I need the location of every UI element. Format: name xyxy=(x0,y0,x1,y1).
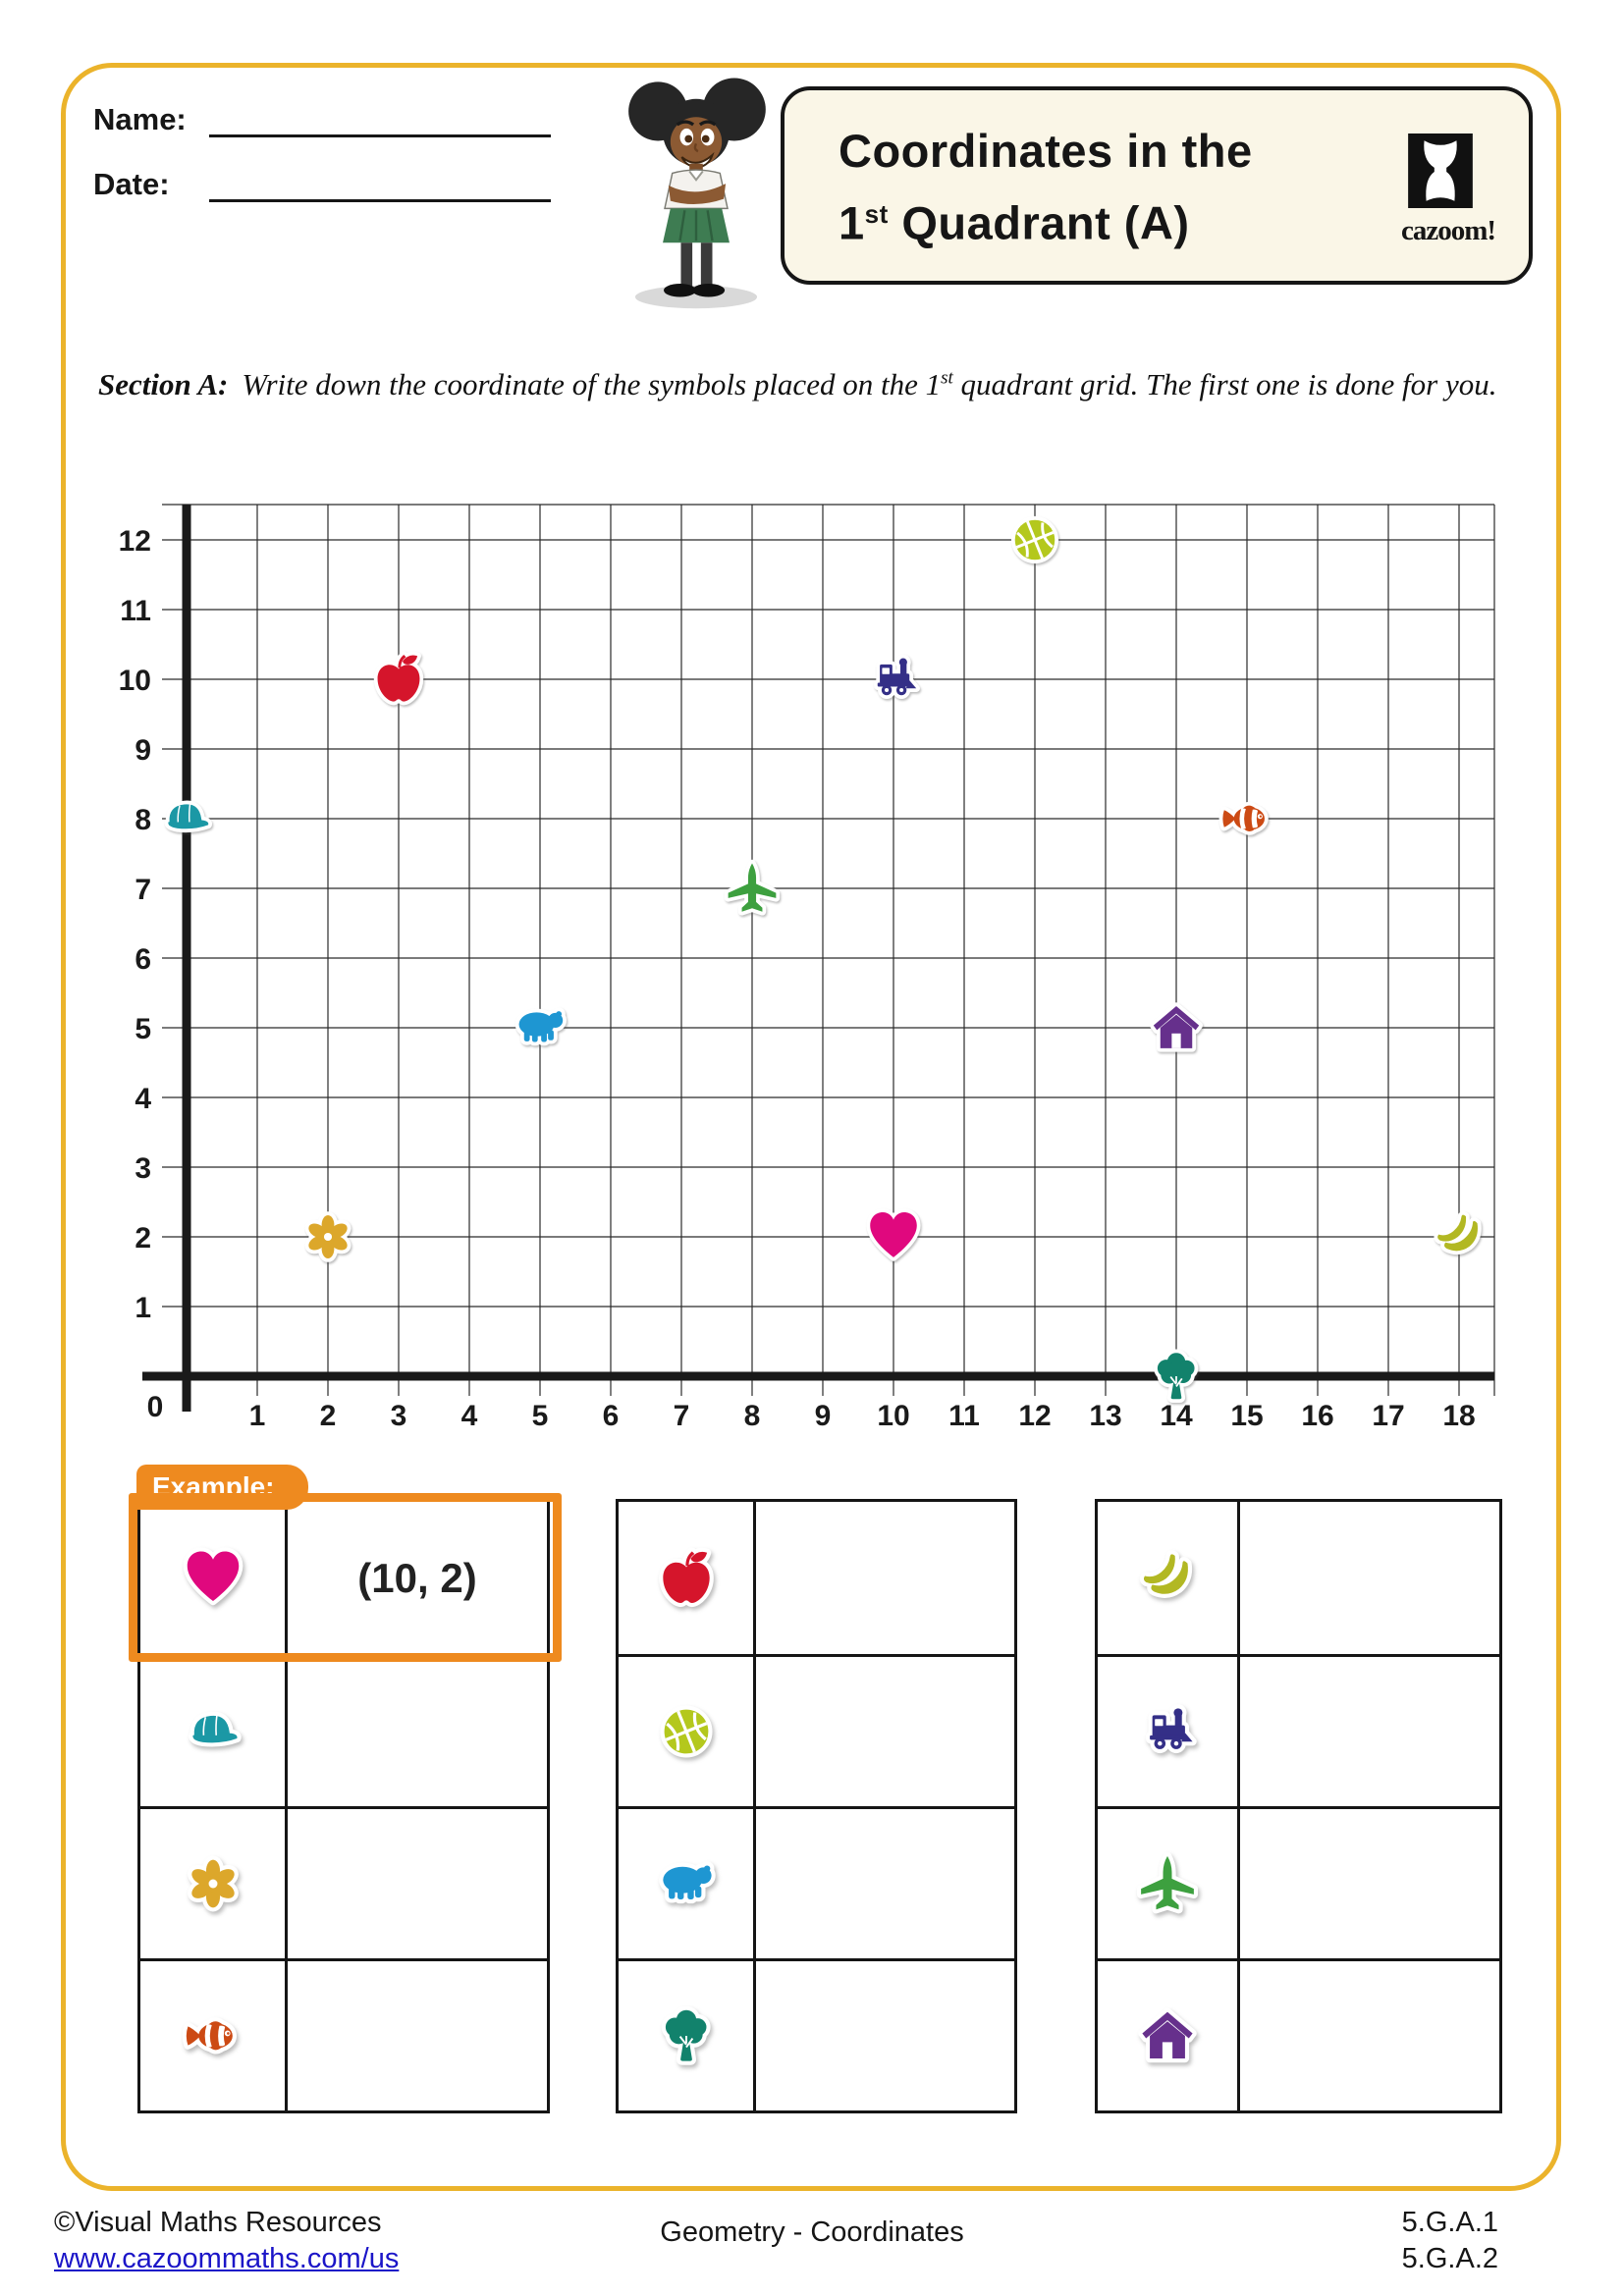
example-tab: Example: xyxy=(136,1465,308,1510)
banana-icon xyxy=(1136,1547,1199,1610)
answer-cell-tree[interactable] xyxy=(756,1961,1014,2110)
symbol-cell xyxy=(140,1657,288,1806)
answer-cell-banana[interactable] xyxy=(1240,1502,1499,1654)
footer-standards xyxy=(1402,2205,1498,2277)
cazoom-website-link[interactable]: www.cazoommaths.com/us xyxy=(54,2243,400,2274)
table-row-clownfish xyxy=(140,1958,547,2110)
symbol-cell xyxy=(619,1961,756,2110)
copyright-text: ©Visual Maths Resources xyxy=(54,2207,382,2238)
svg-text:1: 1 xyxy=(135,1292,151,1324)
flower-icon xyxy=(182,1852,244,1915)
svg-text:2: 2 xyxy=(319,1400,337,1432)
svg-text:4: 4 xyxy=(460,1400,478,1432)
svg-text:17: 17 xyxy=(1372,1400,1405,1432)
svg-text:8: 8 xyxy=(743,1400,761,1432)
apple-icon xyxy=(655,1547,718,1610)
title-box xyxy=(781,86,1533,285)
svg-text:3: 3 xyxy=(135,1152,151,1185)
svg-text:16: 16 xyxy=(1301,1400,1334,1432)
answer-cell-flower[interactable] xyxy=(288,1809,547,1958)
svg-text:0: 0 xyxy=(146,1391,164,1423)
cazoom-logo xyxy=(1401,133,1496,247)
basketball-icon xyxy=(655,1700,718,1763)
answer-cell-house[interactable] xyxy=(1240,1961,1499,2110)
table-row-flower xyxy=(140,1806,547,1958)
table-row-cap xyxy=(140,1654,547,1806)
table-row-banana xyxy=(1098,1502,1499,1654)
answer-cell-clownfish[interactable] xyxy=(288,1961,547,2110)
coordinate-grid xyxy=(93,461,1517,1443)
svg-text:8: 8 xyxy=(135,804,151,836)
symbol-cell xyxy=(1098,1657,1240,1806)
table-row-heart xyxy=(140,1502,547,1654)
train-icon xyxy=(1136,1700,1199,1763)
cap-icon xyxy=(168,804,208,828)
svg-text:18: 18 xyxy=(1442,1400,1476,1432)
answer-cell-apple[interactable] xyxy=(756,1502,1014,1654)
name-field[interactable] xyxy=(209,102,551,137)
svg-text:10: 10 xyxy=(118,665,151,697)
svg-text:12: 12 xyxy=(118,525,151,558)
answer-table-3 xyxy=(1095,1499,1502,2113)
answer-cell-bear[interactable] xyxy=(756,1809,1014,1958)
symbol-cell xyxy=(1098,1961,1240,2110)
tree-icon xyxy=(1158,1353,1195,1399)
heart-icon xyxy=(870,1212,917,1257)
symbol-cell xyxy=(140,1502,288,1654)
answer-cell-basketball[interactable] xyxy=(756,1657,1014,1806)
basketball-icon xyxy=(1009,514,1061,566)
svg-text:11: 11 xyxy=(120,595,151,627)
svg-text:10: 10 xyxy=(877,1400,910,1432)
table-row-basketball xyxy=(619,1654,1014,1806)
airplane-icon xyxy=(1136,1852,1199,1915)
cazoom-drum-icon xyxy=(1408,133,1473,208)
table-row-apple xyxy=(619,1502,1014,1654)
cap-icon xyxy=(182,1700,244,1763)
standard-1: 5.G.A.1 xyxy=(1401,2207,1498,2238)
svg-text:14: 14 xyxy=(1160,1400,1193,1432)
tree-icon xyxy=(655,2004,718,2067)
svg-text:4: 4 xyxy=(135,1083,151,1115)
name-label: Name: xyxy=(93,102,187,136)
symbol-cell xyxy=(619,1809,756,1958)
symbol-cell xyxy=(619,1657,756,1806)
house-icon xyxy=(1136,2004,1199,2067)
svg-text:9: 9 xyxy=(135,734,151,767)
svg-text:2: 2 xyxy=(135,1222,151,1255)
svg-text:5: 5 xyxy=(531,1400,549,1432)
table-row-tree xyxy=(619,1958,1014,2110)
svg-text:6: 6 xyxy=(602,1400,620,1432)
name-date-block xyxy=(93,98,551,228)
date-label: Date: xyxy=(93,167,170,201)
symbol-cell xyxy=(619,1502,756,1654)
symbol-cell xyxy=(140,1961,288,2110)
apple-icon xyxy=(378,655,420,702)
answer-cell-cap[interactable] xyxy=(288,1657,547,1806)
svg-text:13: 13 xyxy=(1089,1400,1122,1432)
airplane-icon xyxy=(729,863,777,911)
clownfish-icon xyxy=(182,2004,244,2067)
answer-table-2 xyxy=(616,1499,1017,2113)
answer-table-1 xyxy=(137,1499,550,2113)
symbol-cell xyxy=(1098,1502,1240,1654)
svg-text:7: 7 xyxy=(673,1400,690,1432)
answer-cell-heart[interactable]: (10, 2) xyxy=(357,1554,477,1601)
table-row-train xyxy=(1098,1654,1499,1806)
standard-2: 5.G.A.2 xyxy=(1401,2243,1498,2274)
svg-text:5: 5 xyxy=(135,1013,151,1045)
mascot-girl-illustration xyxy=(601,57,791,318)
worksheet-title: Coordinates in the 1st Quadrant (A) xyxy=(839,125,1253,249)
svg-text:1: 1 xyxy=(248,1400,266,1432)
house-icon xyxy=(1154,1006,1199,1048)
svg-text:9: 9 xyxy=(814,1400,832,1432)
flower-icon xyxy=(306,1215,351,1258)
footer-topic: Geometry - Coordinates xyxy=(660,2216,964,2248)
table-row-bear xyxy=(619,1806,1014,1958)
svg-text:7: 7 xyxy=(135,874,151,906)
svg-text:12: 12 xyxy=(1018,1400,1052,1432)
symbol-cell xyxy=(140,1809,288,1958)
svg-text:11: 11 xyxy=(948,1400,980,1432)
section-label: Section A: xyxy=(98,367,229,401)
banana-icon xyxy=(1437,1215,1478,1252)
symbol-cell xyxy=(1098,1809,1240,1958)
answer-cell-train[interactable] xyxy=(1240,1657,1499,1806)
svg-text:15: 15 xyxy=(1230,1400,1264,1432)
table-row-airplane xyxy=(1098,1806,1499,1958)
table-row-house xyxy=(1098,1958,1499,2110)
train-icon xyxy=(878,659,916,696)
heart-icon xyxy=(182,1547,244,1610)
section-instruction: Section A: Write down the coordinate of the symbols placed on the 1st quadrant grid. The first one is done for you. xyxy=(98,367,1497,401)
bear-icon xyxy=(519,1011,564,1041)
cazoom-logo-text: cazoom! xyxy=(1401,215,1496,246)
clownfish-icon xyxy=(1222,806,1265,831)
date-field[interactable] xyxy=(209,167,551,202)
bear-icon xyxy=(655,1852,718,1915)
svg-text:3: 3 xyxy=(390,1400,407,1432)
answer-cell-airplane[interactable] xyxy=(1240,1809,1499,1958)
svg-text:6: 6 xyxy=(135,943,151,976)
